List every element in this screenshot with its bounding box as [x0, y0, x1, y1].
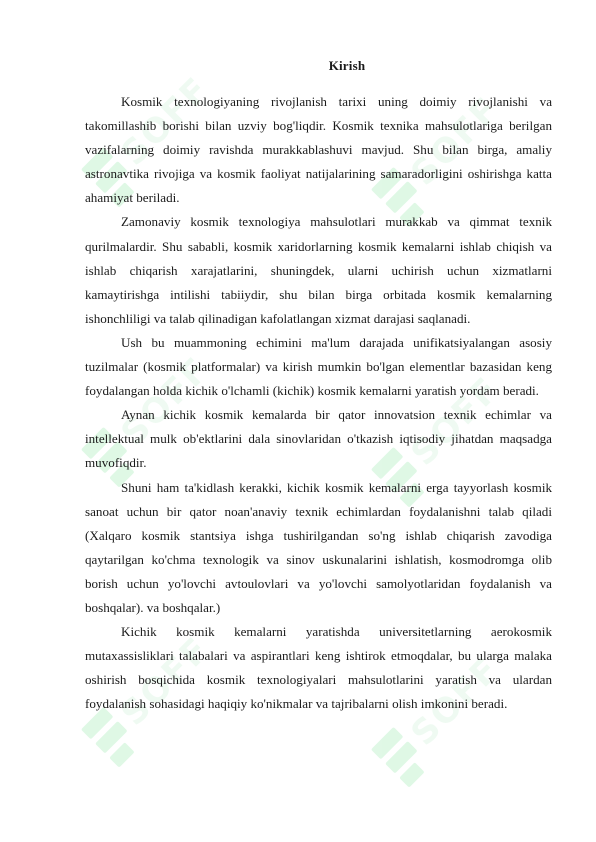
- paragraph: Ush bu muammoning echimini ma'lum darajada unifikatsiyalangan asosiy tuzilmalar (kosmik platformalar) va kirish mumkin bo'lgan elementlar bazasidan keng foydalangan holda kichik o'lchamli (kichik) kosmik kemalarni yaratish yordam beradi.: [85, 334, 552, 399]
- watermark-text: SOFF: [403, 649, 508, 754]
- document-title: Kirish: [328, 58, 366, 73]
- watermark-mark-icon: [371, 724, 436, 789]
- watermark-text: SOFF: [113, 629, 218, 734]
- watermark-text: SOFF: [403, 369, 508, 474]
- paragraph: Shuni ham ta'kidlash kerakki, kichik kosmik kemalarni erga tayyorlash kosmik sanoat uchun bir qator noan'anaviy texnik echimlardan foydalanishni talab qiladi (Xalqaro kosmik stantsiya ishga tushirilgandan so'ng ishlab chiqarish zavodiga qaytarilgan ko'chma texnologik va sinov uskunalarini ishlatish, kosmodromga olib borish uchun yo'lovchi avtoulovlari va yo'lovchi samolyotlaridan foydalanish va boshqalar). va boshqalar.): [85, 479, 552, 615]
- paragraph: Zamonaviy kosmik texnologiya mahsulotlari murakkab va qimmat texnik qurilmalardir. Shu sababli, kosmik xaridorlarning kosmik kemalarni ishlab chiqish va ishlab chiqarish xarajatlarini, shuningdek, ularni uchirish uchun xizmatlarni kamaytirishga intilishi tabiiydir, shu bilan birga orbitada kosmik kemalarning ishonchliligi va talab qilinadigan kafolatlangan xizmat darajasi saqlanadi.: [85, 214, 552, 326]
- document-body: [85, 90, 552, 716]
- paragraph: Kichik kosmik kemalarni yaratishda universitetlarning aerokosmik mutaxassisliklari talabalari va aspirantlari keng ishtirok etmoqdalar, bu ularga malaka oshirish bosqichida kosmik texnologiyalari mahsulotlarini yaratish va ulardan foydalanish sohasidagi haqiqiy ko'nikmalar va tajribalarni olish imkonini beradi.: [85, 624, 552, 712]
- paragraph: Kosmik texnologiyaning rivojlanish tarixi uning doimiy rivojlanishi va takomillashib borishi bilan uzviy bog'liqdir. Kosmik texnika mahsulotlariga berilgan vazifalarning doimiy ravishda murakkablashuvi mavjud. Shu bilan birga, amaliy astronavtika rivojiga va kosmik faoliyat natijalarining samaradorligini oshirishga katta ahamiyat beriladi.: [85, 94, 552, 206]
- watermark-text: SOFF: [403, 89, 508, 194]
- watermark-text: SOFF: [113, 69, 218, 174]
- watermark-text: SOFF: [113, 349, 218, 454]
- paragraph: Aynan kichik kosmik kemalarda bir qator innovatsion texnik echimlar va intellektual mulk ob'ektlarini dala sinovlaridan o'tkazish iqtisodiy jihatdan maqsadga muvofiqdir.: [85, 407, 552, 471]
